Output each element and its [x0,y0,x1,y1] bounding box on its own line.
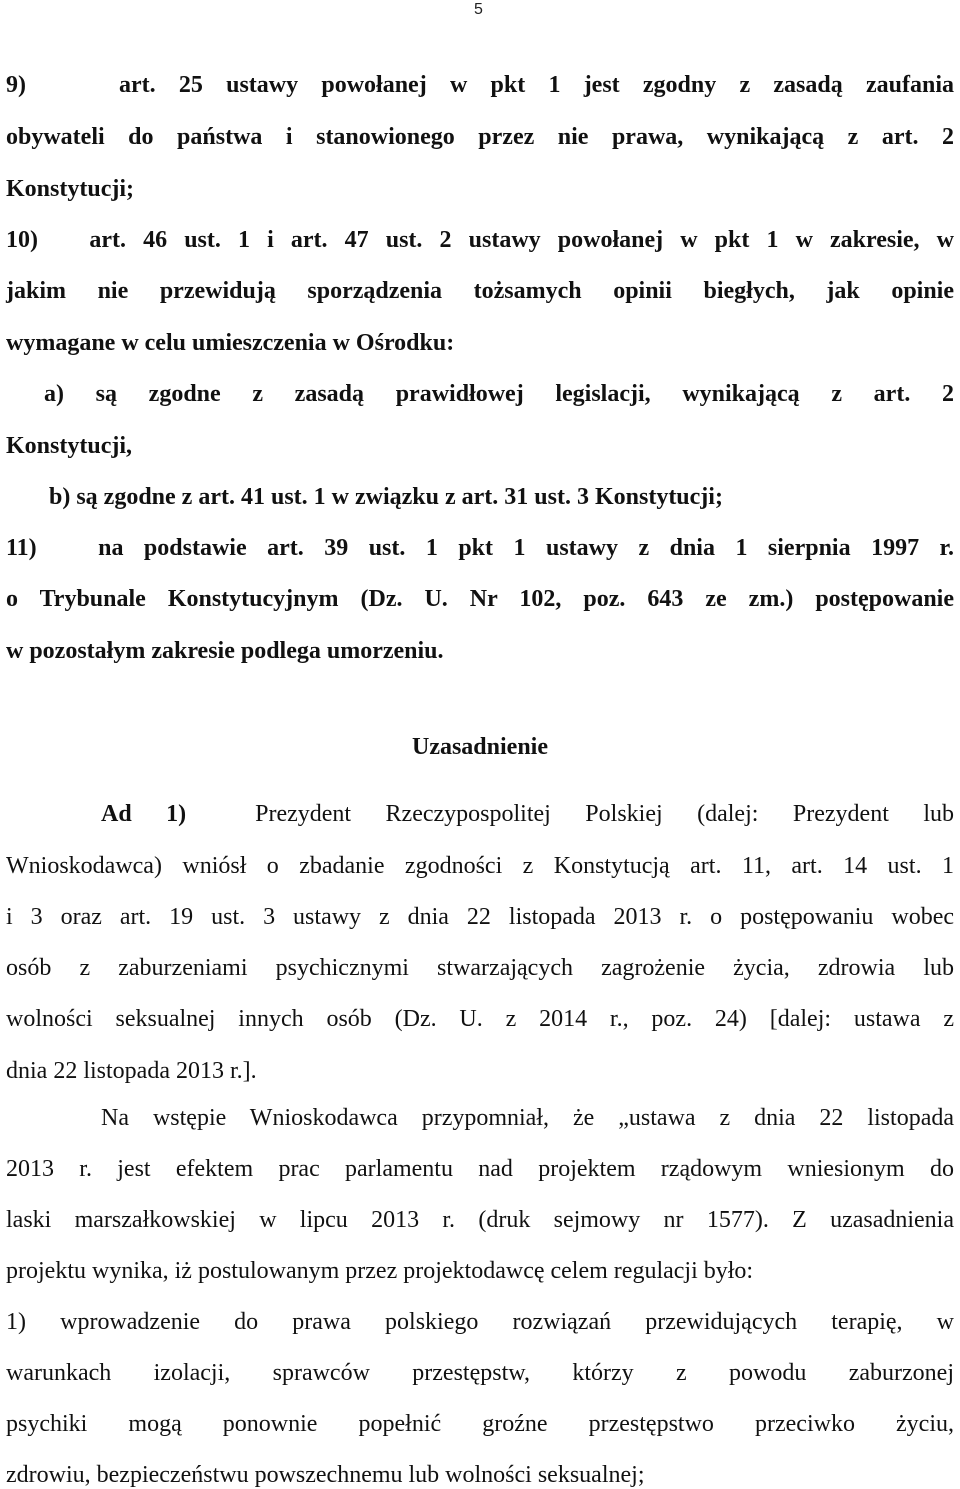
text-line: zdrowiu, bezpieczeństwu powszechnemu lub wolności seksualnej; [6,1462,645,1488]
text-line: 11) na podstawie art. 39 ust. 1 pkt 1 ustawy z dnia 1 sierpnia 1997 r. [6,535,954,561]
text-line: laski marszałkowskiej w lipcu 2013 r. (druk sejmowy nr 1577). Z uzasadnienia [6,1207,954,1233]
page-number: 5 [474,1,483,18]
text-line: b) są zgodne z art. 41 ust. 1 w związku z art. 31 ust. 3 Konstytucji; [49,484,723,510]
text-line: osób z zaburzeniami psychicznymi stwarzających zagrożenie życia, zdrowia lub [6,955,954,981]
text-line: Konstytucji, [6,433,132,459]
text-line: Na wstępie Wnioskodawca przypomniał, że „ustawa z dnia 22 listopada [101,1105,954,1131]
text-line: psychiki mogą ponownie popełnić groźne przestępstwo przeciwko życiu, [6,1411,954,1437]
text-line: i 3 oraz art. 19 ust. 3 ustawy z dnia 22 listopada 2013 r. o postępowaniu wobec [6,904,954,930]
text-line: dnia 22 listopada 2013 r.]. [6,1058,257,1084]
ad-label: Ad 1) [101,801,187,827]
section-heading: Uzasadnienie [411,734,548,760]
text-line: warunkach izolacji, sprawców przestępstw, którzy z powodu zaburzonej [6,1360,954,1386]
text-line: w pozostałym zakresie podlega umorzeniu. [6,638,444,664]
text-run: Prezydent Rzeczypospolitej Polskiej (dalej: Prezydent lub [255,801,955,827]
text-line: 2013 r. jest efektem prac parlamentu nad projektem rządowym wniesionym do [6,1156,954,1182]
text-line: a) są zgodne z zasadą prawidłowej legislacji, wynikającą z art. 2 [44,381,954,407]
text-line: projektu wynika, iż postulowanym przez projektodawcę celem regulacji było: [6,1258,754,1284]
text-line: obywateli do państwa i stanowionego przez nie prawa, wynikającą z art. 2 [6,124,954,150]
text-line: Wnioskodawca) wniósł o zbadanie zgodności z Konstytucją art. 11, art. 14 ust. 1 [6,853,954,879]
text-line: wymagane w celu umieszczenia w Ośrodku: [6,330,455,356]
text-line: 1) wprowadzenie do prawa polskiego rozwiązań przewidujących terapię, w [6,1309,954,1335]
text-line: Konstytucji; [6,176,134,202]
text-line: wolności seksualnej innych osób (Dz. U. z 2014 r., poz. 24) [dalej: ustawa z [6,1006,954,1032]
text-line: 9) art. 25 ustawy powołanej w pkt 1 jest zgodny z zasadą zaufania [6,72,954,98]
text-line: 10) art. 46 ust. 1 i art. 47 ust. 2 ustawy powołanej w pkt 1 w zakresie, w [6,227,954,253]
text-line [101,800,954,828]
text-line: o Trybunale Konstytucyjnym (Dz. U. Nr 102, poz. 643 ze zm.) postępowanie [6,586,954,612]
text-line: jakim nie przewidują sporządzenia tożsamych opinii biegłych, jak opinie [6,278,954,304]
